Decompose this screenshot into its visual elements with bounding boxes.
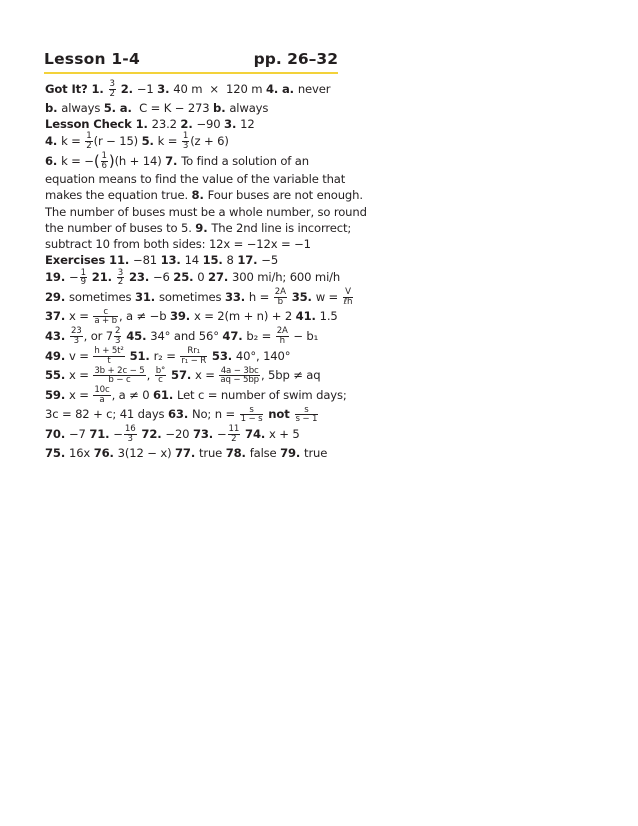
fraction — [228, 425, 241, 443]
answer-text: The 2nd line is incorrect; — [211, 220, 352, 235]
answer-number: 43. — [45, 329, 69, 344]
fraction-numerator: s — [295, 406, 319, 416]
answer-line — [45, 116, 345, 132]
answer-number: 23. — [125, 270, 153, 285]
answer-number: 63. — [167, 407, 192, 422]
large-parenthesis: ) — [108, 151, 115, 170]
answer-text: x = — [68, 387, 93, 402]
answer-text: −6 — [152, 270, 174, 285]
answer-line — [45, 425, 345, 445]
answer-line — [45, 287, 353, 308]
answer-number: 61. — [152, 387, 177, 402]
answer-number: 55. — [45, 368, 69, 383]
answer-number: 5. — [141, 133, 158, 148]
fraction-denominator: a + b — [94, 316, 117, 327]
answer-number: 72. — [137, 427, 166, 442]
answer-text: h = — [248, 289, 273, 304]
answer-line — [45, 132, 345, 152]
fraction-denominator: 2 — [231, 434, 237, 445]
answer-text: true — [304, 445, 328, 460]
fraction — [240, 406, 264, 424]
fraction — [295, 406, 319, 424]
fraction-denominator: r₁ − R — [181, 355, 207, 366]
answer-number: 41. — [295, 309, 320, 324]
answer-text: No; n = — [191, 407, 239, 422]
fraction-denominator: 3 — [115, 336, 121, 347]
answer-number: 77. — [174, 445, 199, 460]
answer-number: 8. — [191, 188, 208, 203]
answer-text: −90 — [196, 116, 225, 131]
answer-number: 3. — [224, 116, 241, 131]
fraction-denominator: 3 — [127, 434, 133, 445]
answer-text: the number of buses to 5. — [45, 220, 196, 235]
fraction — [93, 386, 110, 404]
answer-number: 79. — [280, 445, 305, 460]
fraction — [109, 80, 116, 98]
fraction — [93, 347, 124, 365]
fraction-numerator: 3 — [117, 267, 124, 278]
answer-number: 74. — [241, 427, 270, 442]
answer-number: 75. — [45, 445, 69, 460]
answer-number: 73. — [192, 427, 217, 442]
fraction-numerator: V — [343, 288, 354, 298]
answer-line — [45, 187, 363, 203]
fraction-numerator: 16 — [124, 424, 136, 435]
answer-line — [45, 445, 345, 461]
answer-number: 15. — [202, 253, 227, 268]
answer-line — [45, 80, 345, 100]
fraction-denominator: s − 1 — [295, 414, 318, 425]
answer-text: k = − — [61, 153, 94, 168]
answer-text: x = — [68, 309, 93, 324]
answer-number: 17. — [237, 253, 262, 268]
fraction-denominator: ℓh — [343, 296, 353, 307]
answer-text: To find a solution of an — [181, 153, 309, 168]
answer-text: 0 — [197, 270, 209, 285]
fraction-denominator: a — [99, 394, 105, 405]
fraction-denominator: 3 — [73, 336, 79, 347]
answer-number: 5. a. — [103, 100, 136, 115]
answer-text: r₂ = — [153, 348, 180, 363]
answer-line — [45, 220, 352, 236]
fraction — [117, 269, 124, 287]
answer-line — [45, 386, 345, 406]
answer-text: 1.5 — [319, 309, 338, 324]
fraction-numerator: 2A — [276, 326, 288, 337]
answer-text: never — [297, 82, 331, 96]
fraction-numerator: 23 — [70, 326, 82, 337]
answer-text: − — [216, 427, 227, 442]
answer-text: equation means to find the value of the variable that — [45, 172, 346, 187]
fraction-numerator: 1 — [182, 131, 189, 142]
fraction-numerator: 4a − 3bc — [220, 365, 259, 376]
fraction-denominator: 2 — [117, 277, 124, 288]
answer-number: Exercises 11. — [45, 253, 134, 268]
answer-text: makes the equation true. — [45, 188, 192, 203]
answer-number: not — [264, 407, 294, 422]
fraction-denominator: aq − 5bp — [220, 375, 259, 386]
answer-text: always — [61, 100, 104, 115]
answer-line — [45, 327, 345, 347]
answer-text: true — [198, 445, 226, 460]
answer-number: 9. — [195, 220, 212, 235]
answer-number: 51. — [125, 348, 154, 363]
fraction-denominator: t — [107, 355, 111, 366]
answer-text: x + 5 — [269, 427, 300, 442]
answer-number: 2. — [180, 116, 197, 131]
answer-number: 6. — [45, 153, 62, 168]
answer-line — [45, 204, 367, 220]
fraction — [93, 308, 118, 326]
answer-number: 4. a. — [265, 82, 298, 96]
answer-number: Got It? 1. — [45, 82, 108, 96]
answer-text: k = — [61, 133, 85, 148]
fraction-denominator: 3 — [182, 140, 189, 151]
answer-text: 40 m × 120 m — [173, 82, 266, 96]
fraction-numerator: Rr₁ — [180, 347, 207, 357]
answer-number: 37. — [45, 309, 69, 324]
fraction-numerator: 10c — [94, 385, 110, 396]
answer-text: sometimes — [68, 289, 135, 304]
answer-text: (z + 6) — [190, 133, 229, 148]
answer-text: , — [146, 368, 154, 383]
fraction — [80, 269, 87, 287]
answer-number: 7. — [165, 153, 182, 168]
fraction — [70, 327, 83, 345]
answer-text: v = — [68, 348, 93, 363]
answer-line — [45, 100, 345, 116]
fraction-denominator: 9 — [80, 277, 86, 288]
answer-text: 8 — [226, 253, 238, 268]
fraction — [182, 132, 189, 150]
fraction-denominator: h — [279, 336, 285, 347]
fraction-denominator: 2 — [109, 89, 115, 99]
fraction — [124, 425, 137, 443]
answer-text: −5 — [261, 253, 279, 268]
answer-text: The number of buses must be a whole number, so round — [45, 204, 367, 219]
fraction-denominator: b — [277, 296, 283, 307]
answer-number: 4. — [45, 133, 62, 148]
fraction-numerator: 11 — [228, 424, 240, 435]
answer-text: 23.2 — [151, 116, 181, 131]
fraction — [274, 288, 287, 306]
answer-text: always — [229, 100, 269, 115]
answer-line — [45, 171, 345, 187]
answer-line — [45, 252, 345, 268]
answer-text: − b₁ — [289, 329, 319, 344]
answer-text: −20 — [165, 427, 193, 442]
answer-line — [45, 268, 345, 288]
fraction — [155, 367, 166, 385]
answer-text: , 5bp ≠ aq — [260, 368, 321, 383]
answer-text: x = — [68, 368, 93, 383]
answer-line — [45, 307, 345, 327]
answer-number: 53. — [208, 348, 236, 363]
answer-text: 3c = 82 + c; 41 days — [45, 407, 168, 422]
answer-number: 2. — [116, 82, 137, 96]
answer-text: − — [68, 270, 79, 285]
answer-number: 35. — [287, 289, 316, 304]
answer-number: 3. — [157, 82, 174, 96]
answer-text: k = — [157, 133, 181, 148]
fraction-numerator: h + 5t² — [94, 346, 124, 357]
answer-line — [45, 152, 345, 172]
answer-text: 16x — [68, 445, 94, 460]
answer-number: 21. — [87, 270, 116, 285]
fraction-numerator: 1 — [86, 131, 92, 142]
answer-number: 47. — [222, 329, 247, 344]
answers-block — [45, 79, 367, 461]
fraction-numerator: 2 — [115, 326, 121, 337]
answer-number: 78. — [225, 445, 250, 460]
answer-text: C = K − 273 — [135, 100, 214, 115]
answer-text: Let c = number of swim days; — [176, 387, 347, 402]
answer-text: −1 — [136, 82, 158, 96]
answer-number: 71. — [89, 427, 114, 442]
answer-text: false — [249, 445, 281, 460]
fraction — [343, 288, 354, 306]
fraction-denominator: b − c — [108, 375, 131, 386]
answer-text: −81 — [133, 253, 161, 268]
fraction-denominator: c — [158, 375, 163, 386]
fraction — [93, 367, 145, 385]
answer-text: b₂ = — [246, 329, 275, 344]
answer-text: x = 2(m + n) + 2 — [193, 309, 296, 324]
answer-line — [45, 405, 345, 425]
fraction-denominator: 1 − s — [240, 414, 263, 425]
page-range: pp. 26–32 — [253, 50, 338, 68]
answer-number: 33. — [224, 289, 249, 304]
answer-text: 300 mi/h; 600 mi/h — [232, 270, 341, 285]
fraction — [85, 132, 92, 150]
answer-line — [45, 366, 345, 386]
answer-text: 34° and 56° — [150, 329, 223, 344]
answer-number: 49. — [45, 348, 69, 363]
answer-number: 76. — [93, 445, 118, 460]
answer-text: sometimes — [158, 289, 225, 304]
answer-number: 70. — [45, 427, 69, 442]
fraction-numerator: b° — [155, 365, 166, 376]
answer-number: 19. — [45, 270, 69, 285]
header-rule — [44, 72, 338, 74]
fraction-numerator: 3 — [109, 79, 115, 90]
fraction — [101, 152, 108, 170]
answer-number: 39. — [169, 309, 194, 324]
fraction-denominator: 6 — [101, 160, 107, 171]
answer-text: , a ≠ 0 — [111, 387, 153, 402]
fraction-numerator: 1 — [80, 267, 86, 278]
answer-text: w = — [315, 289, 342, 304]
answer-number: 31. — [134, 289, 159, 304]
fraction — [180, 347, 207, 365]
answer-number: 25. — [173, 270, 198, 285]
answer-text: −7 — [68, 427, 90, 442]
answer-text: (r − 15) — [93, 133, 142, 148]
answer-text: 14 — [184, 253, 203, 268]
answer-number: 59. — [45, 387, 69, 402]
fraction — [219, 367, 260, 385]
answer-text: 3(12 − x) — [117, 445, 175, 460]
answer-number: Lesson Check 1. — [45, 116, 152, 131]
answer-text: 12 — [240, 116, 255, 131]
answer-number: 57. — [167, 368, 196, 383]
fraction-numerator: 1 — [101, 150, 107, 161]
fraction-numerator: 3b + 2c − 5 — [94, 365, 145, 376]
answer-number: 13. — [160, 253, 185, 268]
fraction — [276, 327, 289, 345]
fraction-denominator: 2 — [86, 140, 92, 151]
answer-text: subtract 10 from both sides: 12x = −12x = −1 — [45, 236, 311, 251]
answer-line — [45, 236, 345, 252]
large-parenthesis: ( — [93, 151, 100, 170]
answer-text: Four buses are not enough. — [207, 188, 363, 203]
answer-number: 27. — [208, 270, 233, 285]
answer-text: (h + 14) — [114, 153, 166, 168]
answer-text: − — [113, 427, 123, 442]
fraction-numerator: c — [93, 308, 118, 318]
fraction-numerator: s — [240, 406, 264, 416]
fraction — [114, 327, 121, 345]
answer-text: , a ≠ −b — [118, 309, 170, 324]
answer-number: b. — [213, 100, 230, 115]
answer-number: b. — [45, 100, 62, 115]
lesson-title: Lesson 1-4 — [44, 50, 140, 68]
answer-text: x = — [195, 368, 219, 383]
answer-text: 40°, 140° — [235, 348, 291, 363]
lesson-header — [44, 50, 338, 72]
answer-line — [45, 347, 345, 367]
fraction-numerator: 2A — [274, 287, 286, 298]
answer-number: 29. — [45, 289, 69, 304]
answer-text: , or 7 — [83, 329, 114, 344]
answer-number: 45. — [122, 329, 151, 344]
